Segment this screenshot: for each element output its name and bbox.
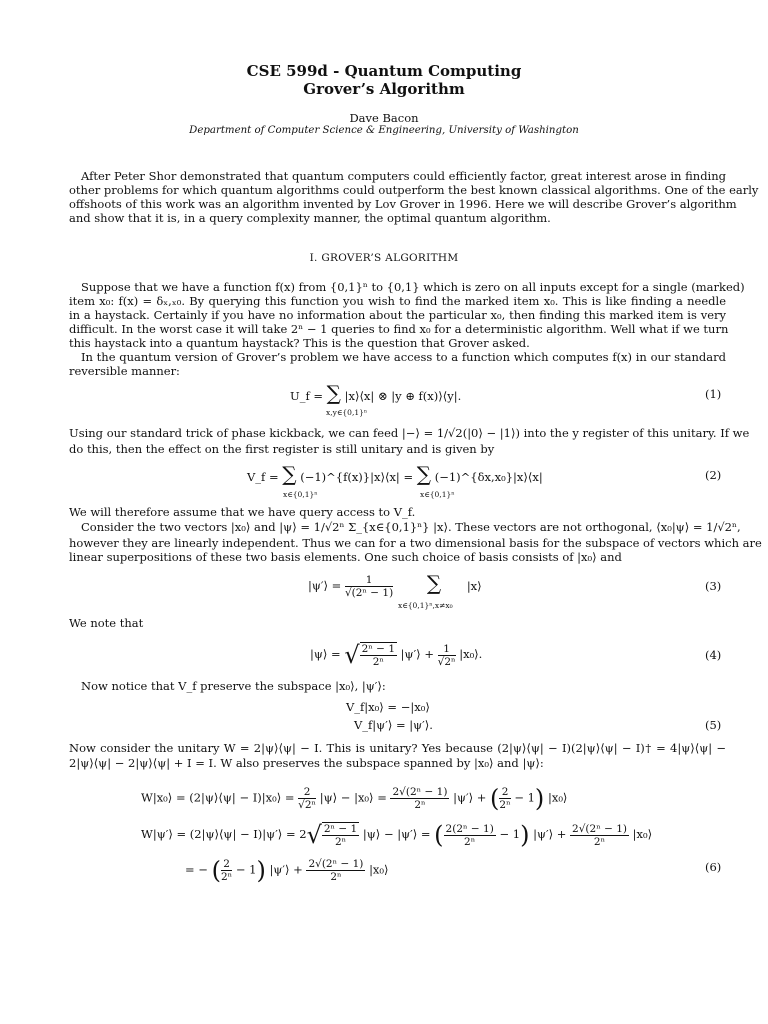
equation-number: (1) [705, 387, 722, 401]
body-line: We will therefore assume that we have query access to V_f. [69, 505, 416, 519]
body-line: however they are linearly independent. Thus we can for a two dimensional basis for the subspace of vectors which are [69, 536, 762, 550]
eq6-row1-mid: |ψ⟩ − |x₀⟩ = [319, 790, 387, 805]
fraction: $\frac{\text{2ⁿ − 1}}{\text{2ⁿ}}$ [323, 823, 358, 848]
abstract-line: After Peter Shor demonstrated that quantum computers could efficiently factor, great interest arose in finding [81, 169, 726, 183]
equation-5-line2: V_f|ψ′⟩ = |ψ′⟩. [354, 718, 433, 732]
abstract-line: offshoots of this work was an algorithm invented by Lov Grover in 1996. Here we will describe Grover’s algorithm [69, 197, 737, 211]
eq6-row2-mid2: |ψ′⟩ + [533, 827, 567, 841]
body-line: In the quantum version of Grover’s problem we have access to a function which computes f(x) in our standard [81, 350, 726, 364]
right-paren: ) [520, 821, 530, 849]
right-paren: ) [534, 784, 545, 813]
eq6-row1-mid2: |ψ′⟩ + [453, 790, 487, 805]
eq6-row2-end: |x₀⟩ [632, 827, 653, 841]
fraction: $\frac{\text{2√(2ⁿ − 1)}}{\text{2ⁿ}}$ [392, 786, 448, 811]
body-line: Consider the two vectors |x₀⟩ and |ψ⟩ = 1/√2ⁿ Σ_{x∈{0,1}ⁿ} |x⟩. These vectors are not orthogonal, ⟨x₀|ψ⟩ = 1/√2ⁿ, [81, 520, 741, 534]
equation-6-row1 [141, 786, 567, 811]
right-paren: ) [256, 856, 266, 885]
fraction: $\frac{2}{\text{2ⁿ}}$ [220, 858, 233, 883]
left-paren: ( [434, 821, 444, 849]
body-line: We note that [69, 616, 144, 630]
eq1-body: |x⟩⟨x| ⊗ |y ⊕ f(x)⟩⟨y|. [344, 389, 462, 403]
equation-3 [308, 570, 482, 599]
eq6-row3-mid: |ψ′⟩ + [269, 862, 303, 877]
eq6-row1-lhs: W|x₀⟩ [141, 790, 173, 805]
fraction: $\frac{1}{\text{√(2ⁿ − 1)}}$ [344, 574, 394, 599]
eq1-sum-subscript: x,y∈{0,1}ⁿ [326, 408, 368, 417]
body-line: do this, then the effect on the first register is still unitary and is given by [69, 442, 495, 456]
eq4-tail: |x₀⟩. [459, 647, 483, 661]
sqrt-symbol: √ [306, 821, 322, 849]
fraction: $\frac{2}{\text{√2ⁿ}}$ [298, 786, 317, 811]
left-paren: ( [211, 856, 221, 885]
left-paren: ( [490, 784, 500, 813]
eq6-row2-lhs: W|ψ′⟩ [141, 827, 173, 841]
author: Dave Bacon [349, 111, 419, 125]
body-line: Using our standard trick of phase kickback, we can feed |−⟩ = 1/√2(|0⟩ − |1⟩) into the y register of this unitary. If we [69, 426, 750, 440]
eq2-term1: (−1)^{f(x)}|x⟩⟨x| = [300, 470, 414, 484]
eq6-row1-end: |x₀⟩ [547, 790, 568, 805]
body-line: 2|ψ⟩⟨ψ| − 2|ψ⟩⟨ψ| + I = I. W also preserves the subspace spanned by |x₀⟩ and |ψ⟩: [69, 756, 544, 770]
equation-number: (3) [705, 579, 722, 593]
body-line: in a haystack. Certainly if you have no information about the particular x₀, then finding this marked item is very [69, 308, 726, 322]
equation-5-line1: V_f|x₀⟩ = −|x₀⟩ [346, 700, 430, 714]
eq3-lhs: |ψ′⟩ = [308, 578, 342, 593]
section-heading: I. GROVER’S ALGORITHM [309, 252, 459, 264]
equation-4 [310, 642, 482, 668]
body-line: item x₀: f(x) = δₓ,ₓ₀. By querying this function you wish to find the marked item x₀. This is like finding a needle [69, 294, 726, 308]
fraction: $\frac{\text{2(2ⁿ − 1)}}{\text{2ⁿ}}$ [445, 822, 494, 848]
body-line: Now consider the unitary W = 2|ψ⟩⟨ψ| − I. This is unitary? Yes because (2|ψ⟩⟨ψ| − I)(2|ψ⟩⟨ψ| − I)† = 4|ψ⟩⟨ψ| − [69, 741, 726, 755]
eq6-row1-tail: − 1 [514, 790, 535, 805]
eq2-sum-subscript: x∈{0,1}ⁿ [420, 490, 455, 499]
eq4-mid: |ψ′⟩ + [400, 647, 434, 661]
body-line: linear superpositions of these two basis elements. One such choice of basis consists of |x₀⟩ and [69, 550, 622, 564]
equation-number: (6) [705, 860, 722, 874]
equation-6-row2 [141, 822, 652, 848]
eq6-row3-rhs: = − [185, 862, 208, 877]
equation-1 [290, 381, 462, 405]
equation-6-row3 [185, 858, 389, 883]
sum-symbol: ∑ [416, 462, 432, 486]
equation-number: (2) [705, 468, 722, 482]
eq2-sum-subscript: x∈{0,1}ⁿ [283, 490, 318, 499]
eq2-lhs: V_f = [247, 470, 279, 484]
eq6-row1-rhs: = (2|ψ⟩⟨ψ| − I)|x₀⟩ = [175, 790, 295, 805]
sum-symbol: ∑ [282, 462, 297, 486]
fraction: $\frac{\text{2√(2ⁿ − 1)}}{\text{2ⁿ}}$ [572, 822, 627, 848]
eq3-body: |x⟩ [466, 578, 482, 593]
paper-title: CSE 599d - Quantum Computing [246, 62, 522, 80]
abstract-line: and show that it is, in a query complexity manner, the optimal quantum algorithm. [69, 211, 551, 225]
equation-2 [247, 462, 543, 486]
paper-subtitle: Grover’s Algorithm [303, 80, 465, 98]
sum-symbol: ∑ [326, 381, 341, 405]
fraction: $\frac{\text{2√(2ⁿ − 1)}}{\text{2ⁿ}}$ [308, 858, 364, 883]
equation-number: (4) [705, 648, 722, 662]
body-line: this haystack into a quantum haystack? This is the question that Grover asked. [69, 336, 530, 350]
sum-symbol: ∑ [426, 570, 442, 595]
fraction: $\frac{\text{2ⁿ − 1}}{\text{2ⁿ}}$ [361, 643, 396, 668]
eq2-term2: (−1)^{δx,x₀}|x⟩⟨x| [434, 470, 543, 484]
fraction: $\frac{1}{\text{√2ⁿ}}$ [437, 642, 456, 668]
eq6-row3-tail: − 1 [235, 862, 257, 877]
fraction: $\frac{2}{\text{2ⁿ}}$ [499, 786, 511, 811]
abstract-line: other problems for which quantum algorithms could outperform the best known classical algorithms. One of the early [69, 183, 759, 197]
sqrt-symbol: √ [344, 641, 360, 669]
affiliation: Department of Computer Science & Engineering, University of Washington [189, 125, 579, 136]
eq4-lhs: |ψ⟩ = [310, 647, 341, 661]
body-line: Suppose that we have a function f(x) from {0,1}ⁿ to {0,1} which is zero on all inputs except for a single (marked) [81, 280, 745, 294]
eq1-lhs: U_f = [290, 389, 323, 403]
eq6-row2-rhs: = (2|ψ⟩⟨ψ| − I)|ψ′⟩ = 2 [176, 827, 307, 841]
eq3-sum-subscript: x∈{0,1}ⁿ,x≠x₀ [398, 601, 453, 610]
body-line: Now notice that V_f preserve the subspace |x₀⟩, |ψ′⟩: [81, 679, 386, 693]
eq6-row2-tail: − 1 [499, 827, 521, 841]
eq6-row3-end: |x₀⟩ [369, 862, 389, 877]
eq6-row2-mid: |ψ⟩ − |ψ′⟩ = [362, 827, 431, 841]
body-line: reversible manner: [69, 364, 180, 378]
equation-number: (5) [705, 718, 722, 732]
body-line: difficult. In the worst case it will take 2ⁿ − 1 queries to find x₀ for a deterministic algorithm. Well what if we turn [69, 322, 729, 336]
